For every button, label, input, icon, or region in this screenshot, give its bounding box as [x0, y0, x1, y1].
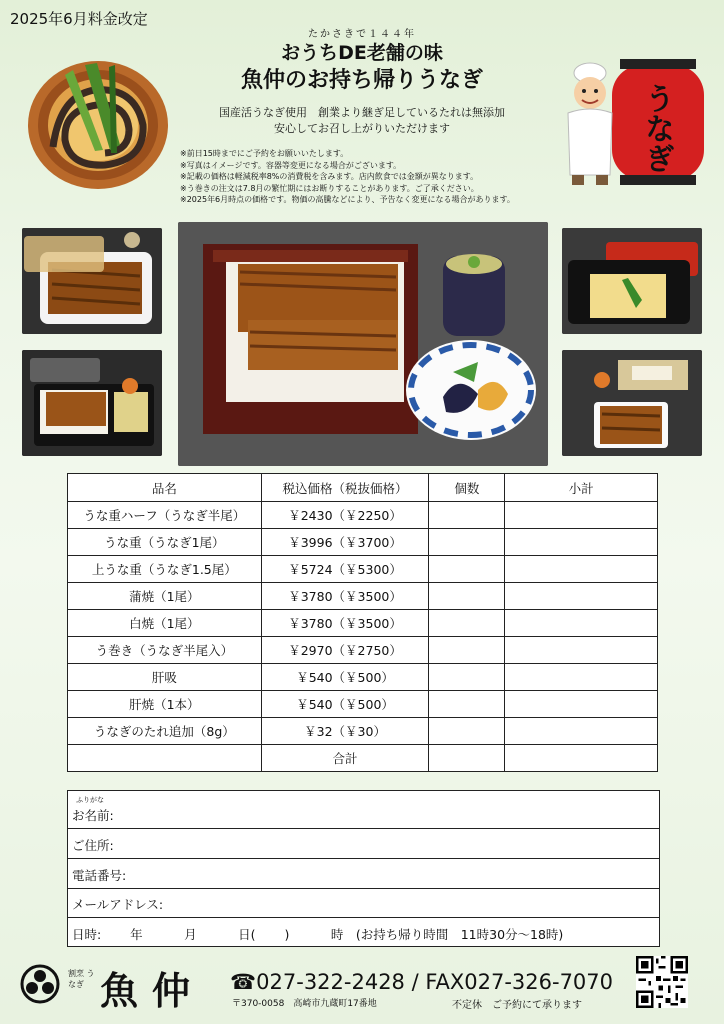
- total-label: 合計: [261, 745, 429, 772]
- feature-line-1: 国産活うなぎ使用 創業より継ぎ足しているたれは無添加: [219, 106, 505, 119]
- item-price: ￥5724（￥5300）: [261, 556, 429, 583]
- qty-cell[interactable]: [429, 718, 505, 745]
- family-crest-logo: [20, 964, 60, 1004]
- datetime-label: 日時: 年 月 日( ) 時 (お持ち帰り時間 11時30分～18時): [72, 927, 564, 942]
- kicker-text: たかさきで１４４年: [308, 29, 416, 40]
- qty-cell[interactable]: [429, 637, 505, 664]
- phone-label: 電話番号:: [72, 868, 127, 883]
- subtotal-cell[interactable]: [505, 718, 658, 745]
- subtotal-cell[interactable]: [505, 502, 658, 529]
- table-row: [68, 718, 658, 745]
- subtotal-cell[interactable]: [505, 583, 658, 610]
- subtotal-cell[interactable]: [505, 610, 658, 637]
- name-label: お名前:: [72, 808, 114, 823]
- table-row: [68, 664, 658, 691]
- qty-cell[interactable]: [429, 583, 505, 610]
- item-price: ￥2430（￥2250）: [261, 502, 429, 529]
- table-row: [68, 502, 658, 529]
- subtotal-cell[interactable]: [505, 529, 658, 556]
- menu-price-table: [67, 473, 658, 772]
- address-field[interactable]: [68, 829, 659, 859]
- umaki-box-photo: [562, 228, 702, 334]
- item-name: う巻き（うなぎ半尾入）: [68, 637, 262, 664]
- item-price: ￥540（￥500）: [261, 691, 429, 718]
- qty-cell[interactable]: [429, 529, 505, 556]
- total-amount-cell[interactable]: [505, 745, 658, 772]
- notes-list: [180, 148, 515, 206]
- item-name: うな重（うなぎ1尾）: [68, 529, 262, 556]
- item-price: ￥540（￥500）: [261, 664, 429, 691]
- address-label: ご住所:: [72, 838, 114, 853]
- item-price: ￥3780（￥3500）: [261, 610, 429, 637]
- title-line-1: おうちDE老舗の味: [281, 42, 443, 64]
- feature-line-2: 安心してお召し上がりいただけます: [274, 122, 450, 135]
- total-row: [68, 745, 658, 772]
- email-label: メールアドレス:: [72, 897, 164, 912]
- table-header-row: [68, 474, 658, 502]
- datetime-field[interactable]: [68, 918, 659, 947]
- furigana-label: ふりがな: [76, 796, 104, 804]
- qty-cell[interactable]: [429, 691, 505, 718]
- table-row: [68, 529, 658, 556]
- revision-date: 2025年6月料金改定: [10, 10, 148, 28]
- unaju-set-photo: [178, 222, 548, 466]
- qty-cell[interactable]: [429, 502, 505, 529]
- note-item: ※前日15時までにご予約をお願いいたします。: [180, 149, 349, 158]
- subtotal-cell[interactable]: [505, 664, 658, 691]
- eel-bowl-photo: [25, 55, 175, 190]
- note-item: ※2025年6月時点の価格です。物価の高騰などにより、予告なく変更になる場合があります。: [180, 195, 515, 204]
- qty-cell[interactable]: [429, 610, 505, 637]
- item-price: ￥2970（￥2750）: [261, 637, 429, 664]
- col-header-subtotal: 小計: [505, 474, 658, 502]
- qty-cell[interactable]: [429, 664, 505, 691]
- col-header-price: 税込価格（税抜価格）: [261, 474, 429, 502]
- qr-code-icon[interactable]: [636, 956, 688, 1008]
- subtotal-cell[interactable]: [505, 691, 658, 718]
- item-name: 上うな重（うなぎ1.5尾）: [68, 556, 262, 583]
- note-item: ※写真はイメージです。容器等変更になる場合がございます。: [180, 160, 402, 170]
- table-row: [68, 691, 658, 718]
- shop-address: 〒370-0058 高崎市九蔵町17番地: [232, 999, 377, 1009]
- item-name: 肝焼（1本）: [68, 691, 262, 718]
- item-name: うなぎのたれ追加（8g）: [68, 718, 262, 745]
- total-blank: [68, 745, 262, 772]
- subtotal-cell[interactable]: [505, 637, 658, 664]
- item-name: うな重ハーフ（うなぎ半尾）: [68, 502, 262, 529]
- subtotal-cell[interactable]: [505, 556, 658, 583]
- email-field[interactable]: [68, 889, 659, 918]
- page-title: 魚仲のお持ち帰りうなぎ: [240, 68, 483, 93]
- table-row: [68, 556, 658, 583]
- item-name: 蒲焼（1尾）: [68, 583, 262, 610]
- col-header-qty: 個数: [429, 474, 505, 502]
- item-name: 肝吸: [68, 664, 262, 691]
- table-row: [68, 583, 658, 610]
- takeout-box-photo: [562, 350, 702, 456]
- item-price: ￥3780（￥3500）: [261, 583, 429, 610]
- total-qty-cell[interactable]: [429, 745, 505, 772]
- item-price: ￥32（￥30）: [261, 718, 429, 745]
- col-header-item: 品名: [68, 474, 262, 502]
- bento-photo: [22, 350, 162, 456]
- item-name: 白焼（1尾）: [68, 610, 262, 637]
- note-item: ※記載の価格は軽減税率8%の消費税を含みます。店内飲食では金額が異なります。: [180, 172, 479, 181]
- kabayaki-box-photo: [22, 228, 162, 334]
- table-row: [68, 610, 658, 637]
- shop-category: 割烹 うなぎ: [68, 969, 95, 989]
- name-field[interactable]: [68, 791, 659, 829]
- table-row: [68, 637, 658, 664]
- order-form: [67, 790, 660, 947]
- note-item: ※う巻きの注文は7.8月の繁忙期にはお断りすることがあります。ご了承ください。: [180, 183, 479, 193]
- phone-fax: ☎027-322-2428 / FAX027-326-7070: [230, 970, 614, 994]
- shop-name-logo: 魚仲: [100, 968, 205, 1013]
- phone-field[interactable]: [68, 859, 659, 889]
- item-price: ￥3996（￥3700）: [261, 529, 429, 556]
- lantern-label: うなぎ: [639, 83, 674, 173]
- closed-days: 不定休 ご予約にて承ります: [452, 1000, 582, 1011]
- qty-cell[interactable]: [429, 556, 505, 583]
